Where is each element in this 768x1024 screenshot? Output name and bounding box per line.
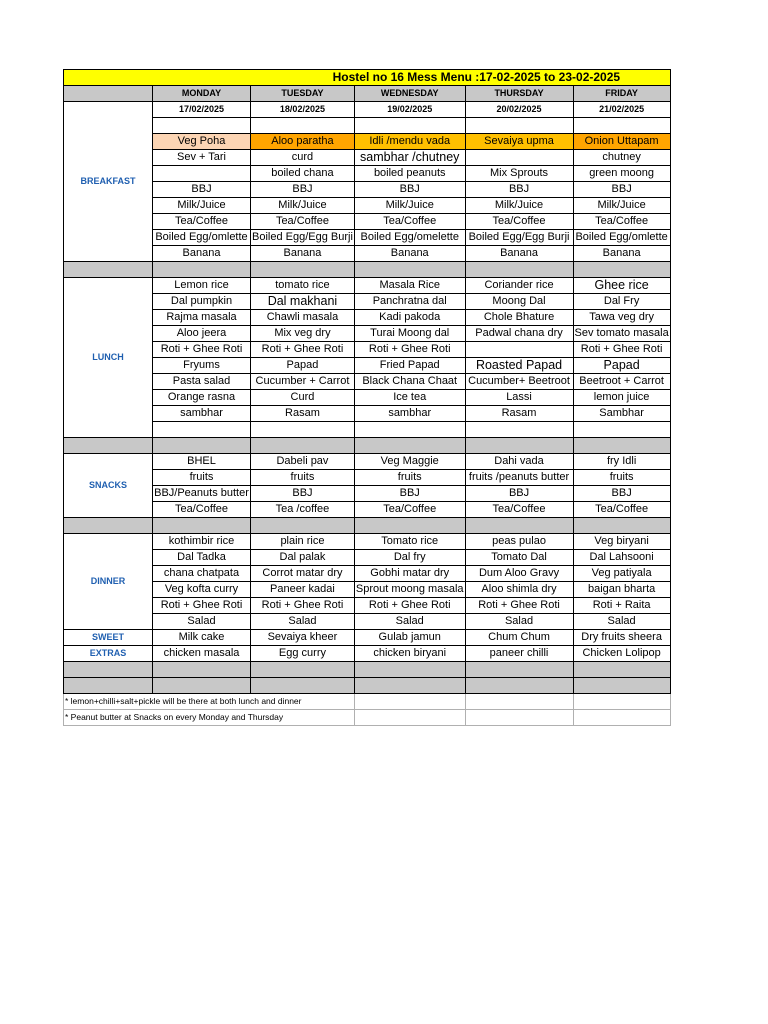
table-row bbox=[64, 390, 671, 406]
table-row bbox=[64, 358, 671, 374]
menu-item: Banana bbox=[153, 246, 251, 262]
menu-item: curd bbox=[251, 150, 355, 166]
menu-item: BBJ/Peanuts butter bbox=[153, 486, 251, 502]
meal-label-sweet: SWEET bbox=[64, 630, 153, 646]
footnote: * Peanut butter at Snacks on every Monday and Thursday bbox=[64, 710, 355, 726]
spacer-cell bbox=[153, 438, 251, 454]
menu-item: chicken masala bbox=[153, 646, 251, 662]
menu-item: Milk/Juice bbox=[354, 198, 465, 214]
menu-item: Tomato rice bbox=[354, 534, 465, 550]
menu-item: Salad bbox=[251, 614, 355, 630]
menu-item: Sev tomato masala bbox=[573, 326, 670, 342]
table-row bbox=[64, 646, 671, 662]
menu-item: Moong Dal bbox=[465, 294, 573, 310]
menu-item: green moong bbox=[573, 166, 670, 182]
menu-item: Tea/Coffee bbox=[573, 214, 670, 230]
spacer-cell bbox=[354, 438, 465, 454]
table-row bbox=[64, 598, 671, 614]
menu-item: Beetroot + Carrot bbox=[573, 374, 670, 390]
spacer-cell bbox=[64, 518, 153, 534]
menu-item: Ice tea bbox=[354, 390, 465, 406]
menu-item: fruits bbox=[573, 470, 670, 486]
table-row bbox=[64, 326, 671, 342]
menu-item: Tea/Coffee bbox=[153, 502, 251, 518]
spacer-cell bbox=[573, 518, 670, 534]
menu-item: Milk/Juice bbox=[465, 198, 573, 214]
spacer-cell bbox=[153, 518, 251, 534]
menu-item: Banana bbox=[251, 246, 355, 262]
menu-item: BBJ bbox=[465, 486, 573, 502]
menu-item: Papad bbox=[251, 358, 355, 374]
table-row bbox=[64, 166, 671, 182]
menu-item: Sevaiya upma bbox=[465, 134, 573, 150]
menu-item: Dal fry bbox=[354, 550, 465, 566]
day-date: 17/02/2025 bbox=[153, 102, 251, 118]
menu-item: Corrot matar dry bbox=[251, 566, 355, 582]
menu-item: BBJ bbox=[573, 486, 670, 502]
blank-cell bbox=[465, 710, 573, 726]
menu-item: Dum Aloo Gravy bbox=[465, 566, 573, 582]
day-date: 21/02/2025 bbox=[573, 102, 670, 118]
menu-item: Rasam bbox=[251, 406, 355, 422]
table-row bbox=[64, 662, 671, 678]
menu-item: Milk/Juice bbox=[573, 198, 670, 214]
spacer-cell bbox=[64, 438, 153, 454]
blank-cell bbox=[354, 710, 465, 726]
menu-item: Lemon rice bbox=[153, 278, 251, 294]
menu-item: BBJ bbox=[354, 182, 465, 198]
menu-item: sambhar /chutney bbox=[354, 150, 465, 166]
menu-item: Ghee rice bbox=[573, 278, 670, 294]
table-row bbox=[64, 406, 671, 422]
spacer-cell bbox=[573, 438, 670, 454]
menu-item: Paneer kadai bbox=[251, 582, 355, 598]
day-date: 19/02/2025 bbox=[354, 102, 465, 118]
menu-item: Roti + Ghee Roti bbox=[251, 342, 355, 358]
menu-item: Panchratna dal bbox=[354, 294, 465, 310]
table-row bbox=[64, 118, 671, 134]
meal-label-snacks: SNACKS bbox=[64, 454, 153, 518]
menu-item: Sambhar bbox=[573, 406, 670, 422]
table-row bbox=[64, 70, 671, 86]
menu-item bbox=[465, 422, 573, 438]
menu-item: Roti + Ghee Roti bbox=[153, 342, 251, 358]
menu-item: Sprout moong masala bbox=[354, 582, 465, 598]
menu-item: Dal palak bbox=[251, 550, 355, 566]
table-row bbox=[64, 486, 671, 502]
menu-item: Dal Fry bbox=[573, 294, 670, 310]
menu-item: Masala Rice bbox=[354, 278, 465, 294]
menu-item: BHEL bbox=[153, 454, 251, 470]
menu-item: Gulab jamun bbox=[354, 630, 465, 646]
table-row bbox=[64, 134, 671, 150]
menu-item: Banana bbox=[354, 246, 465, 262]
menu-item bbox=[153, 422, 251, 438]
spacer-cell bbox=[465, 262, 573, 278]
menu-item: Gobhi matar dry bbox=[354, 566, 465, 582]
menu-item: kothimbir rice bbox=[153, 534, 251, 550]
menu-item: fruits bbox=[251, 470, 355, 486]
table-row bbox=[64, 310, 671, 326]
day-date: 18/02/2025 bbox=[251, 102, 355, 118]
menu-item: Sevaiya kheer bbox=[251, 630, 355, 646]
menu-item bbox=[465, 118, 573, 134]
menu-item: Fryums bbox=[153, 358, 251, 374]
menu-item: Aloo paratha bbox=[251, 134, 355, 150]
menu-item: Mix Sprouts bbox=[465, 166, 573, 182]
menu-item: Veg Maggie bbox=[354, 454, 465, 470]
menu-item: Egg curry bbox=[251, 646, 355, 662]
blank-cell bbox=[573, 710, 670, 726]
menu-item: BBJ bbox=[465, 182, 573, 198]
spacer-cell bbox=[64, 262, 153, 278]
table-row bbox=[64, 102, 671, 118]
menu-item: Banana bbox=[465, 246, 573, 262]
menu-item: Roti + Ghee Roti bbox=[465, 598, 573, 614]
spacer-cell bbox=[153, 262, 251, 278]
menu-item: Boiled Egg/omlette bbox=[573, 230, 670, 246]
menu-item: plain rice bbox=[251, 534, 355, 550]
spacer-cell bbox=[354, 518, 465, 534]
menu-item: Tawa veg dry bbox=[573, 310, 670, 326]
menu-item: Idli /mendu vada bbox=[354, 134, 465, 150]
menu-item: Salad bbox=[573, 614, 670, 630]
table-row bbox=[64, 534, 671, 550]
menu-item: Fried Papad bbox=[354, 358, 465, 374]
table-row bbox=[64, 246, 671, 262]
spacer-cell bbox=[153, 662, 251, 678]
spacer-cell bbox=[465, 518, 573, 534]
menu-item: Boiled Egg/omlette bbox=[153, 230, 251, 246]
menu-item: Chawli masala bbox=[251, 310, 355, 326]
spacer-cell bbox=[354, 262, 465, 278]
menu-item bbox=[251, 118, 355, 134]
day-name: FRIDAY bbox=[573, 86, 670, 102]
menu-item: fruits /peanuts butter bbox=[465, 470, 573, 486]
table-row bbox=[64, 438, 671, 454]
menu-item bbox=[153, 118, 251, 134]
menu-item: Cucumber+ Beetroot bbox=[465, 374, 573, 390]
menu-item: Salad bbox=[153, 614, 251, 630]
menu-item: chicken biryani bbox=[354, 646, 465, 662]
table-row bbox=[64, 86, 671, 102]
table-row bbox=[64, 262, 671, 278]
table-row bbox=[64, 278, 671, 294]
meal-label-dinner: DINNER bbox=[64, 534, 153, 630]
menu-item bbox=[153, 166, 251, 182]
footnote: * lemon+chilli+salt+pickle will be there at both lunch and dinner bbox=[64, 694, 355, 710]
menu-item: Aloo shimla dry bbox=[465, 582, 573, 598]
menu-item: Tea/Coffee bbox=[153, 214, 251, 230]
menu-item: Tea/Coffee bbox=[251, 214, 355, 230]
menu-item: Veg Poha bbox=[153, 134, 251, 150]
menu-item: Mix veg dry bbox=[251, 326, 355, 342]
spacer-cell bbox=[64, 678, 153, 694]
table-row bbox=[64, 214, 671, 230]
menu-item: fruits bbox=[153, 470, 251, 486]
menu-item bbox=[573, 422, 670, 438]
table-row bbox=[64, 710, 671, 726]
menu-item: Tea/Coffee bbox=[354, 502, 465, 518]
table-row bbox=[64, 470, 671, 486]
menu-item: Boiled Egg/Egg Burji bbox=[465, 230, 573, 246]
menu-item: Salad bbox=[354, 614, 465, 630]
menu-item: Rajma masala bbox=[153, 310, 251, 326]
mess-menu-table bbox=[63, 69, 671, 726]
menu-item: boiled chana bbox=[251, 166, 355, 182]
day-name: WEDNESDAY bbox=[354, 86, 465, 102]
menu-item: BBJ bbox=[251, 486, 355, 502]
menu-item: Kadi pakoda bbox=[354, 310, 465, 326]
sheet-title: Hostel no 16 Mess Menu :17-02-2025 to 23-02-2025 bbox=[64, 70, 671, 86]
menu-item: Tea/Coffee bbox=[465, 502, 573, 518]
menu-item: Aloo jeera bbox=[153, 326, 251, 342]
menu-item: Turai Moong dal bbox=[354, 326, 465, 342]
menu-item: fruits bbox=[354, 470, 465, 486]
menu-item: Boiled Egg/omelette bbox=[354, 230, 465, 246]
menu-item: Boiled Egg/Egg Burji bbox=[251, 230, 355, 246]
spacer-cell bbox=[251, 518, 355, 534]
spacer-cell bbox=[251, 662, 355, 678]
menu-item: Lassi bbox=[465, 390, 573, 406]
spacer-cell bbox=[251, 438, 355, 454]
menu-item: paneer chilli bbox=[465, 646, 573, 662]
menu-item: Banana bbox=[573, 246, 670, 262]
day-name: TUESDAY bbox=[251, 86, 355, 102]
menu-item: Dal pumpkin bbox=[153, 294, 251, 310]
blank-cell bbox=[573, 694, 670, 710]
table-row bbox=[64, 342, 671, 358]
table-row bbox=[64, 230, 671, 246]
table-row bbox=[64, 678, 671, 694]
menu-item: tomato rice bbox=[251, 278, 355, 294]
menu-item: Roasted Papad bbox=[465, 358, 573, 374]
day-date: 20/02/2025 bbox=[465, 102, 573, 118]
menu-item: Tea/Coffee bbox=[354, 214, 465, 230]
menu-item bbox=[573, 118, 670, 134]
table-row bbox=[64, 454, 671, 470]
menu-item: BBJ bbox=[153, 182, 251, 198]
table-row bbox=[64, 502, 671, 518]
menu-item: Papad bbox=[573, 358, 670, 374]
header-band-cell bbox=[64, 86, 153, 102]
menu-item bbox=[465, 150, 573, 166]
spacer-cell bbox=[251, 262, 355, 278]
table-row bbox=[64, 614, 671, 630]
spacer-cell bbox=[465, 662, 573, 678]
menu-item: Veg patiyala bbox=[573, 566, 670, 582]
table-row bbox=[64, 694, 671, 710]
menu-item: Coriander rice bbox=[465, 278, 573, 294]
menu-item: Dal Lahsooni bbox=[573, 550, 670, 566]
table-row bbox=[64, 198, 671, 214]
meal-label-extras: EXTRAS bbox=[64, 646, 153, 662]
spacer-cell bbox=[64, 662, 153, 678]
menu-item: peas pulao bbox=[465, 534, 573, 550]
menu-item bbox=[354, 422, 465, 438]
menu-item: BBJ bbox=[573, 182, 670, 198]
spacer-cell bbox=[573, 662, 670, 678]
table-row bbox=[64, 566, 671, 582]
menu-item: Roti + Ghee Roti bbox=[354, 342, 465, 358]
table-row bbox=[64, 550, 671, 566]
spacer-cell bbox=[573, 262, 670, 278]
menu-item: chutney bbox=[573, 150, 670, 166]
table-row bbox=[64, 374, 671, 390]
spacer-cell bbox=[153, 678, 251, 694]
menu-item: Roti + Ghee Roti bbox=[573, 342, 670, 358]
menu-item: Milk cake bbox=[153, 630, 251, 646]
menu-item: Chicken Lolipop bbox=[573, 646, 670, 662]
spacer-cell bbox=[354, 662, 465, 678]
spacer-cell bbox=[465, 438, 573, 454]
menu-item: Tea/Coffee bbox=[573, 502, 670, 518]
meal-label-breakfast: BREAKFAST bbox=[64, 102, 153, 262]
menu-item: Veg biryani bbox=[573, 534, 670, 550]
menu-item: Salad bbox=[465, 614, 573, 630]
menu-item: Tea /coffee bbox=[251, 502, 355, 518]
spacer-cell bbox=[251, 678, 355, 694]
menu-item: Rasam bbox=[465, 406, 573, 422]
menu-item: Tea/Coffee bbox=[465, 214, 573, 230]
menu-item: Roti + Raita bbox=[573, 598, 670, 614]
menu-item: Tomato Dal bbox=[465, 550, 573, 566]
menu-item: Roti + Ghee Roti bbox=[354, 598, 465, 614]
table-row bbox=[64, 294, 671, 310]
menu-item: Dal Tadka bbox=[153, 550, 251, 566]
table-row bbox=[64, 422, 671, 438]
menu-item: fry Idli bbox=[573, 454, 670, 470]
menu-item bbox=[465, 342, 573, 358]
menu-item: Sev + Tari bbox=[153, 150, 251, 166]
menu-item: Dahi vada bbox=[465, 454, 573, 470]
menu-item: baigan bharta bbox=[573, 582, 670, 598]
blank-cell bbox=[465, 694, 573, 710]
menu-item: Orange rasna bbox=[153, 390, 251, 406]
menu-item: Roti + Ghee Roti bbox=[153, 598, 251, 614]
table-row bbox=[64, 518, 671, 534]
menu-item: lemon juice bbox=[573, 390, 670, 406]
menu-item: Chole Bhature bbox=[465, 310, 573, 326]
menu-item: Dabeli pav bbox=[251, 454, 355, 470]
table-row bbox=[64, 630, 671, 646]
menu-item: Curd bbox=[251, 390, 355, 406]
menu-item: boiled peanuts bbox=[354, 166, 465, 182]
menu-item: Milk/Juice bbox=[153, 198, 251, 214]
menu-item: chana chatpata bbox=[153, 566, 251, 582]
menu-item: sambhar bbox=[153, 406, 251, 422]
day-name: THURSDAY bbox=[465, 86, 573, 102]
menu-item: Pasta salad bbox=[153, 374, 251, 390]
menu-item: BBJ bbox=[251, 182, 355, 198]
menu-item bbox=[354, 118, 465, 134]
table-row bbox=[64, 582, 671, 598]
menu-item: Veg kofta curry bbox=[153, 582, 251, 598]
menu-item: Milk/Juice bbox=[251, 198, 355, 214]
menu-item: Dry fruits sheera bbox=[573, 630, 670, 646]
spacer-cell bbox=[465, 678, 573, 694]
menu-item: Chum Chum bbox=[465, 630, 573, 646]
table-row bbox=[64, 182, 671, 198]
menu-item: BBJ bbox=[354, 486, 465, 502]
menu-item: Dal makhani bbox=[251, 294, 355, 310]
meal-label-lunch: LUNCH bbox=[64, 278, 153, 438]
blank-cell bbox=[354, 694, 465, 710]
spacer-cell bbox=[354, 678, 465, 694]
menu-item: sambhar bbox=[354, 406, 465, 422]
day-name: MONDAY bbox=[153, 86, 251, 102]
menu-item bbox=[251, 422, 355, 438]
menu-item: Roti + Ghee Roti bbox=[251, 598, 355, 614]
spacer-cell bbox=[573, 678, 670, 694]
table-row bbox=[64, 150, 671, 166]
menu-item: Cucumber + Carrot bbox=[251, 374, 355, 390]
menu-item: Black Chana Chaat bbox=[354, 374, 465, 390]
menu-item: Padwal chana dry bbox=[465, 326, 573, 342]
menu-item: Onion Uttapam bbox=[573, 134, 670, 150]
